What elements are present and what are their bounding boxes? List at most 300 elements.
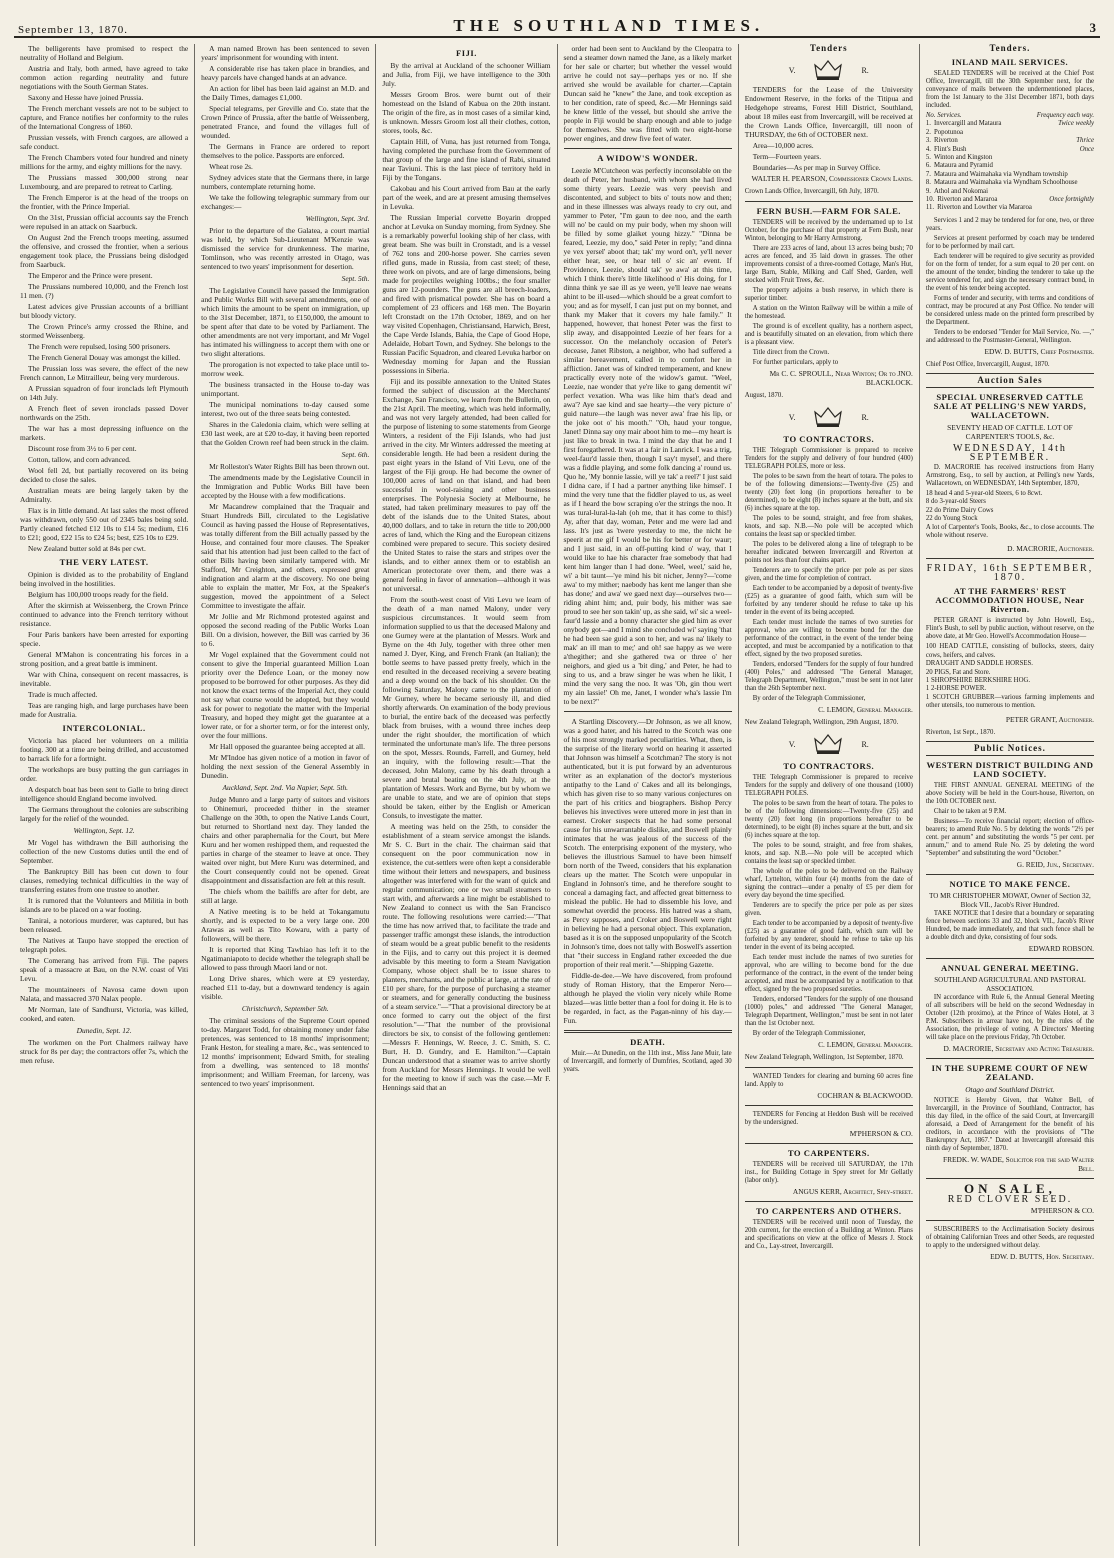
paragraph: Tenders, endorsed "Tenders for the supply of one thousand (1000) poles," and addressed "The General Manager, Telegraph Department, Wellington," must be sent in not later than the 1st October next. (744, 996, 913, 1027)
dateline-sept6: Sept. 6th. (341, 450, 370, 459)
paragraph: On the 31st, Prussian official accounts say the French were repulsed in an attack on Saarbuck. (20, 213, 189, 231)
divider (745, 1201, 913, 1202)
divider (926, 1178, 1094, 1179)
telegram-news (201, 44, 369, 211)
signature-lemon: C. LEMON, General Manager. (818, 705, 913, 714)
paragraph: War with China, consequent on recent massacres, is inevitable. (20, 670, 189, 688)
paragraph: Mr Macandrew complained that the Traquair and Stuart Hundreds Bill, circulated to the Legislative Council as having passed the House of Representatives, was totally different from the Bill actually passed by the House, and contained four more clauses. The Speaker said that his attention had just been called to the fact of other Bills having been similarly tampered with. Mr Stafford, Mr Creighton, and others, expressed great indignation and alarm at the discovery. No one being able to explain the matter, Mr Fox, at the Speaker's suggestion, moved the appointment of a Select Committee to investigate the affair. (201, 502, 370, 610)
heading-fern-bush: FERN BUSH.—FARM FOR SALE. (756, 206, 901, 216)
paragraph: Belgium has 100,000 troops ready for the field. (28, 590, 169, 599)
signature-mpherson: M'PHERSON & CO. (849, 1129, 913, 1138)
paragraph: Flax is in little demand. At last sales the most offered was withdrawn, only 550 out of 2345 bales being sold. Partly cleaned fetched £12 10s to £14 5s; medium, £16 to £21; good, £22 15s to £24 5s; best, £25 10s to £29. (20, 506, 189, 542)
tender-university-reserve (745, 85, 913, 172)
paragraph: 20 PIGS, Fat and Store. (925, 668, 991, 676)
paragraph: The Emperor and the Prince were present. (28, 271, 153, 280)
mail-row-route: Flint's Bush (933, 145, 967, 153)
divider (745, 1143, 913, 1144)
mail-row-no: 7. (925, 170, 931, 178)
mail-row-service (926, 154, 992, 162)
paragraph: A Prussian squadron of four ironclads left Plymouth on 14th July. (20, 384, 189, 402)
divider (926, 1220, 1094, 1221)
section-title-auction: Auction Sales (926, 373, 1094, 388)
issue-date: September 13, 1870. (18, 24, 129, 36)
paragraph: The ground is of excellent quality, has a northern aspect, and is beautifully situated on an elevation, from which there is a pleasant view. (744, 323, 913, 346)
crown-crest-icon (811, 404, 845, 430)
page-number: 3 (1089, 20, 1096, 35)
paragraph: The municipal nominations to-day caused some interest, two out of the three seats being contested. (201, 400, 370, 418)
divider (745, 1067, 913, 1068)
paragraph: 22 do Prime Dairy Cows (925, 506, 994, 514)
paragraph: 1 2-HORSE POWER. (925, 685, 987, 693)
paragraph: By order of the Telegraph Commissioner, (752, 1030, 866, 1037)
tenders-fencing: TENDERS for Fencing at Heddon Bush will be received by the undersigned. (744, 1111, 913, 1126)
paragraph: THE Telegraph Commissioner is prepared to receive Tenders for the supply and delivery of one thousand (1000) TELEGRAPH POLES. (744, 774, 913, 797)
mail-row-no: 5. (925, 154, 931, 162)
heading-to-contractors: TO CONTRACTORS. (783, 434, 875, 444)
paragraph: The Natives at Taupo have stopped the erection of telegraph poles. (20, 936, 189, 954)
wellington-sept3-news (201, 226, 369, 271)
col-no: No. (925, 112, 936, 119)
paragraph: A Native meeting is to be held at Tokangamutu shortly, and is expected to be a very large one. 200 Arawas as well as Tito Kowaru, with a party of followers, will be there. (201, 907, 370, 943)
fern-date: August, 1870. (744, 392, 784, 399)
paragraph: 8 do 3-year-old Steers (925, 498, 986, 506)
paragraph: Captain Hill, of Vuna, has just returned from Tonga, having completed the purchase from the Government of that group of the large and fine island of Rabi, situated near Taviuni. This is the last piece of territory held in Fiji by the Tongans. (382, 137, 551, 182)
auckland-news (201, 795, 369, 1001)
fiddle-de-dee (564, 971, 732, 1025)
crest-r: R. (861, 65, 869, 75)
paragraph: The chiefs whom the bailiffs are after for debt, are still at large. (201, 887, 370, 905)
paragraph: Each tenderer will be required to give security as provided for on the form of tender, for a sum equal to 20 per cent. on the amount of the tender, binding the tenderer to take up the service tendered for, and sign the necessary contract bond, in the event of his tender being accepted. (925, 252, 1095, 292)
paragraph: Opinion is divided as to the probability of England being involved in the hostilities. (20, 570, 189, 588)
paragraph: Four Paris bankers have been arrested for exporting specie. (20, 630, 189, 648)
paragraph: New Zealand butter sold at 84s per cwt. (28, 544, 146, 553)
mail-row-service (926, 120, 1002, 128)
paragraph: An action for libel has been laid against an M.D. and the Daily Times, damages £1,000. (201, 84, 370, 102)
paragraph: The Russian Imperial corvette Boyarin dropped anchor at Levuka on Sunday morning, from Sydney. She is a remarkably powerful looking ship of her class, with great beam. She was built in Cronstadt, and is a vessel of 762 tons and 200-horse power. She carries seven rifled guns, made in Russia, from cast steel; of these, three work on pivots, and are of large dimensions, being made for projectiles weighing 100lbs.; the four smaller guns are 12-pounders. The guns are all breech-loaders, and fired with prismatical powder. She has on board a complement of 23 officers and 168 men. The Boyarin left Cronstadt on the 17th October, 1869, and on her way visited Copenhagen, Christiansand, Harwich, Brest, the Cape Verde Islands, Bahia, the Cape of Good Hope, Adelaide, Hobart Town, and Sydney. She belongs to the Russian Pacific Squadron, and cleared Levuka harbor on Wednesday morning for Japan and the Russian possessions in Siberia. (382, 213, 551, 375)
paragraph: Messrs Groom Bros. were burnt out of their homestead on the Island of Kabua on the 20th instant. The origin of the fire, as in most cases of a similar kind, is unknown. Messrs Groom lost all their clothes, cotton, stores, tools, &c. (382, 90, 551, 135)
annual-notice: IN accordance with Rule 6, the Annual General Meeting of all subscribers will be held on the second Wednesday in October (12th proximo), at the Prince of Wales Hotel, at 3 P.M. Subscribers in arrear have not, by the rules of the Association, the privilege of voting. A Directors' Meeting will take place on the previous Friday, 7th October. (925, 993, 1095, 1041)
paragraph: A station on the Winton Railway will be within a mile of the homestead. (744, 305, 913, 320)
mail-row-service (926, 171, 1068, 179)
paragraph: A French fleet of seven ironclads passed Dover northwards on the 25th. (20, 404, 189, 422)
mail-row (926, 171, 1094, 179)
mail-row-route: Mataura and Waimahaka via Wyndham township (933, 170, 1068, 178)
paragraph: By order of the Telegraph Commissioner, (752, 695, 866, 702)
paragraph: The Crown Prince's army crossed the Rhine, and stormed Weissenberg. (20, 322, 189, 340)
crest-r: R. (861, 412, 869, 422)
paragraph: The poles to be sawn from the heart of totara. The poles to be of the following dimensions:—Twenty-five (25) and twenty (20) feet long (in proportions hereafter to be determined), to be eight (8) inches square at the butt, and six (6) inches square at the top. (744, 800, 913, 839)
dateline-auckland: Auckland, Sept. 2nd. Via Napier, Sept. 5th. (222, 783, 348, 792)
signature-lemon-2: C. LEMON, General Manager. (818, 1040, 913, 1049)
paragraph: The whole of the poles to be delivered on the Railway wharf, Lyttelton, within four (4) months from the date of signing the contract—under a penalty of £5 per diem for every day beyond the time specified. (744, 868, 913, 899)
crown-crest-icon (811, 731, 845, 757)
mail-row-service (926, 196, 998, 204)
paragraph: Business—To receive financial report; election of office-bearers; to amend Rule No. 5 by deleting the words "2½ per cent. per annum" and substituting the words "5 per cent. per annum," and to amend Rule No. 25 by deleting the word "September" and substituting the word "October." (925, 817, 1095, 857)
paragraph: Mr Vogel has withdrawn the Bill authorising the collection of the new Customs duties until the end of September. (20, 838, 189, 865)
mail-row-no: 6. (925, 162, 931, 170)
royal-crest (745, 731, 913, 757)
widows-wonder-story (564, 166, 732, 706)
paragraph: Fiddle-de-dee.—We have discovered, from profound study of Roman History, that the Emperor Nero—although he played the violin very nicely while Rome blazed—was little better than a fool for doing it. He is to be regarded, in fact, as the Pagan-ninny of his day.—Fun. (563, 971, 732, 1025)
paragraph: 22 do Young Stock (925, 515, 978, 523)
paragraph: The Comerang has arrived from Fiji. The papers speak of a massacre at Bau, on the N.W. coast of Viti Levu. (20, 956, 189, 983)
paragraph: It is reported that King Tawhiao has left it to the Ngatimaniapoto to decide whether the telegraph shall be allowed to pass through Maori land or not. (201, 945, 370, 972)
paragraph: Wool fell 2d, but partially recovered on its being decided to close the sales. (20, 466, 189, 484)
mail-row (926, 188, 1094, 196)
mail-row (926, 137, 1094, 145)
place-telegraph-2: New Zealand Telegraph, Wellington, 1st September, 1870. (744, 1054, 904, 1061)
paragraph: DRAUGHT AND SADDLE HORSES. (925, 660, 1033, 668)
paragraph: Mr M'Indoe has given notice of a motion in favor of holding the next session of the General Assembly in Dunedin. (201, 753, 370, 780)
paragraph: The French were repulsed, losing 500 prisoners. (28, 342, 171, 351)
divider (564, 711, 732, 712)
place-crown-lands: Crown Lands Office, Invercargill, 6th July, 1870. (744, 188, 879, 195)
paragraph: Saxony and Hesse have joined Prussia. (28, 93, 144, 102)
paragraph: It is rumored that the Volunteers and Militia in both islands are to be placed on a war footing. (20, 896, 189, 914)
paragraph: After the skirmish at Weissenberg, the Crown Prince continued to advance into the French territory without resistance. (20, 601, 189, 628)
mail-row-route: Popotunoa (933, 128, 964, 136)
sept5-news (201, 286, 369, 447)
heading-very-latest: THE VERY LATEST. (59, 557, 149, 567)
mail-row-no: 4. (925, 145, 931, 153)
signature-reid: G. REID, Jun., Secretary. (1016, 859, 1095, 869)
col-services: Services. (937, 112, 962, 119)
paragraph: Trade is much affected. (28, 690, 98, 699)
mail-row-no: 11. (925, 204, 935, 212)
paragraph: A despatch boat has been sent to Galle to bring direct intelligence should England become involved. (20, 785, 189, 803)
mail-row-no: 8. (925, 179, 931, 187)
heading-supreme-court: IN THE SUPREME COURT OF NEW ZEALAND. (931, 1062, 1089, 1082)
dunedin-news (20, 1038, 188, 1065)
mail-row-service (926, 137, 958, 145)
crest-r: R. (861, 739, 869, 749)
signature-robson: EDWARD ROBSON. (1028, 943, 1095, 953)
paragraph: The poles to be sound, straight, and free from shakes, knots, and sap. N.B.—No pole will be accepted which contains the least sap or speckled timber. (744, 515, 913, 538)
farmers-rest-sale: PETER GRANT is instructed by John Howell, Esq., Flint's Bush, to sell by public auction, without reserve, on the above date, at Mr Geo. Howell's Accommodation House— (925, 617, 1095, 641)
divider (745, 1105, 913, 1106)
signature-butts-2: EDW. D. BUTTS, Hon. Secretary. (990, 1251, 1095, 1261)
paragraph: The Prussian loss was severe, the effect of the new French cannon, Le Mitrailleur, being very murderous. (20, 364, 189, 382)
paragraph: Prior to the departure of the Galatea, a court martial was held, by which Sub-Lieutenant M'Kenzie was dismissed the service for drunkenness. The marine, Tomlinson, who was recently arrested in Otago, was sentenced to two years' imprisonment for desertion. (201, 226, 370, 271)
mail-row (926, 129, 1094, 137)
mail-row (926, 146, 1094, 154)
paragraph: For further particulars, apply to (752, 359, 839, 366)
paragraph: The Bankruptcy Bill has been cut down to four clauses, remedying technical difficulties in the way of transferring estates from one trustee to another. (20, 867, 189, 894)
intercolonial-news (20, 736, 188, 823)
crest-v: V. (788, 739, 796, 749)
mail-row-frequency: Once fortnightly (1049, 196, 1095, 204)
war-news (20, 44, 188, 553)
paragraph: The French merchant vessels are not to be subject to capture, and France notifies her conformity to the rules of the International Congress of 1860. (20, 104, 189, 131)
signature-cochran: COCHRAN & BLACKWOOD. (817, 1091, 913, 1100)
mail-row-no: 2. (925, 128, 931, 136)
column-2 (195, 44, 376, 1546)
dateline-sept5: Sept. 5th. (341, 274, 370, 283)
mail-row (926, 162, 1094, 170)
mail-row (926, 179, 1094, 187)
carpenters-ad: TENDERS will be received till SATURDAY, the 17th inst., for Building Cottage in Spey street for Mr Gellatly (labor only). (744, 1161, 913, 1184)
paragraph: A Startling Discovery.—Dr Johnson, as we all know, was a good hater, and his hatred to the Scotch was one of his most strongly marked peculiarities. What, then, is the surprise of the literary world on hearing it asserted that Johnson was himself a Scotchman? The story is not authenticated, but it is put forward by an adventurous writer as an explanation of the doctor's mysterious antipathy to the Land o' Cakes and all its belongings, which has given rise to so many various conjectures on the part of his critics and biographers. Bishop Percy believes his invectives were uttered more in jest than in earnest. Croker suspects that he had some personal cause for his unwarrantable dislike, and Boswell plainly intimates that he was jealous of the success of the Scotch. The enterprising exponent of the mystery, who believes the illustrious Samuel to have been himself born north of the Tweed, considers that his explanation clears up the matter. The Scotch were unpopular in England in Johnson's time, and he therefore sought to conceal a damaging fact, and affected great bitterness to mislead the public. He had to dissemble his love, and somewhat overdid the process. His hatred was a sham, as Percy supposes, and Croker and Boswell were right in believing he had a personal object. This explanation, based as it is on the supposed unpopularity of the Scotch in Johnson's time, does not tally with Boswell's assertion that "their success in England rather exceeded the due proportion of their real merit."—Shipping Gazette. (563, 717, 732, 969)
paragraph: The workmen on the Port Chalmers railway have struck for 8s per day; the contractors offer 7s, which the men refuse. (20, 1038, 189, 1065)
paragraph: Each tender must include the names of two sureties for approval, who are willing to become bond for the due performance of the contract, in the event of the tender being accepted, and must be accompanied by a notification to that effect, signed by the two proposed sureties. (744, 954, 913, 993)
wednesday-sale: D. MACRORIE has received instructions from Harry Armstrong, Esq., to sell by auction, at Pelling's new Yards, Wallacetown, on WEDNESDAY, 14th September, 1870, (925, 463, 1095, 487)
paragraph: TENDERS for the Lease of the University Endowment Reserve, in the forks of the Titipua and Hedgehope streams, Forest Hill District, Southland, about 18 miles east from Invercargill, will be received at the Crown Lands Office, Invercargill, till noon of THURSDAY, the 6th of OCTOBER next. (744, 85, 913, 139)
crest-v: V. (788, 65, 796, 75)
mail-intro: SEALED TENDERS will be received at the Chief Post Office, Invercargill, till the 30th September next, for the conveyance of mails between the undermentioned places, from the 1st January to the 31st December 1871, both days included. (925, 70, 1095, 109)
heading-friday: FRIDAY, 16th SEPTEMBER, 1870. (926, 563, 1094, 584)
place-post-office: Chief Post Office, Invercargill, August, 1870. (925, 360, 1050, 368)
latest-news (20, 570, 188, 719)
court-notice: NOTICE is Hereby Given, that Walter Bell, of Invercargill, in the Province of Southland, Contractor, has this day filed, in the office of the said Court, at Invercargill aforesaid, a Deed of Arrangement for the benefit of his creditors, in accordance with the provisions of "The Bankruptcy Act, 1867." Dated at Invercargill aforesaid this ninth day of September, 1870. (925, 1096, 1095, 1152)
column-1 (14, 44, 195, 1546)
dateline-dunedin: Dunedin, Sept. 12. (76, 1026, 132, 1035)
royal-crest (745, 57, 913, 83)
fern-bush-ad (745, 219, 913, 367)
heading-to-carpenters: TO CARPENTERS. (787, 1148, 870, 1158)
paragraph: Tenderers are to specify the price per pole as per sizes given, and the time for completion of contract. (744, 567, 913, 582)
paragraph: TENDERS will be received by the undernamed up to 1st October, for the purchase of that property at Fern Bush, near Winton, belonging to Mr Harry Armstrong. (744, 219, 913, 242)
carpenters-others-ad: TENDERS will be received until noon of Tuesday, the 20th current, for the erection of a Building at Winton. Plans and specifications on view at the office of Messrs J. Stock and Co., Lay-street, Invercargill. (744, 1219, 913, 1250)
mail-row-route: Riverton and Lowther via Mararoa (937, 204, 1032, 212)
paragraph: Shares in the Caledonia claim, which were selling at £30 last week, are at £20 to-day, it having been reported that the Golden Crown reef had been struck in the claim. (201, 420, 370, 447)
heading-inland-mail: INLAND MAIL SERVICES. (951, 57, 1069, 67)
mail-row-no: 10. (925, 196, 935, 204)
paragraph: The belligerents have promised to respect the neutrality of Holland and Belgium. (20, 44, 189, 62)
signature-pearson: WALTER H. PEARSON, Commissioner Crown Lands. (751, 174, 913, 183)
mail-row (926, 154, 1094, 162)
crown-crest-icon (811, 57, 845, 83)
mail-row (926, 204, 1094, 212)
paragraph: The Germans in France are ordered to report themselves to the police. Passports are enforced. (201, 142, 370, 160)
divider (564, 148, 732, 149)
paragraph: THE FIRST ANNUAL GENERAL MEETING of the above Society will be held in the Court-house, Riverton, on the 10th OCTOBER next. (925, 781, 1095, 805)
paragraph: Boundaries—As per map in Survey Office. (752, 163, 881, 172)
paragraph: Teas are ranging high, and large purchases have been made for Australia. (20, 701, 189, 719)
paragraph: Judge Munro and a large party of suitors and visitors to Ohinemuri, proceeded thither in the steamer Challenge on the 30th, to open the Native Lands Court, but returned to Shortland next day. They landed the chairs and other paraphernalia for the Court, but Mere Kuru and her women reshipped them, and requested the parties in charge of the steamer to leave at once. They waited over night, but Mere Kuru was determined, and the Court consequently could not be opened. Great disappointment and dissatisfaction are felt at this result. (201, 795, 370, 885)
paragraph: The business transacted in the House to-day was unimportant. (201, 380, 370, 398)
christchurch-news (201, 1016, 369, 1088)
paragraph: Tenderers are to specify the price per pole as per sizes given. (744, 902, 913, 917)
paragraph: Mr Hall opposed the guarantee being accepted at all. (209, 742, 365, 751)
mail-row-route: Mataura and Waimahaka via Wyndham Schoolhouse (933, 179, 1078, 187)
mail-row-frequency: Thrice (1076, 137, 1095, 145)
paragraph: Tanirai, a notorious murderer, was captured, but has been released. (20, 916, 189, 934)
heading-death: DEATH. (630, 1037, 666, 1047)
place-telegraph-1: New Zealand Telegraph, Wellington, 29th August, 1870. (744, 719, 899, 726)
divider (745, 201, 913, 202)
divider (926, 958, 1094, 959)
paragraph: We take the following telegraphic summary from our exchanges:— (201, 193, 370, 211)
col-frequency: Frequency each way. (1036, 112, 1095, 119)
paragraph: Cakobau and his Court arrived from Bau at the early part of the week, and are at present amusing themselves in Levuka. (382, 184, 551, 211)
paragraph: Tenders, endorsed "Tenders for the supply of four hundred (400) Poles," and addressed "The General Manager, Telegraph Department, Wellington," must be sent in not later than the 26th September next. (744, 661, 913, 692)
mail-services-table (926, 112, 1094, 213)
acclimatisation-notice: SUBSCRIBERS to the Acclimatisation Society desirous of obtaining Californian Trees and other Seeds, are requested to apply to the undersigned without delay. (925, 1225, 1095, 1249)
paragraph: The French Emperor is at the head of the troops on the frontier, with the Prince Imperial. (20, 193, 189, 211)
paragraph: Each tender to be accompanied by a deposit of twenty-five (£25) as a guarantee of good faith, which sum will be forfeited by any tenderer, should he refuse to take up his tender in the event of its being accepted. (744, 920, 913, 951)
court-district: Otago and Southland District. (965, 1084, 1055, 1094)
paragraph: The Germans throughout the colonies are subscribing largely for the relief of the wounded. (20, 805, 189, 823)
paragraph: The war has a most depressing influence on the markets. (20, 424, 189, 442)
royal-crest (745, 404, 913, 430)
paragraph: Forms of tender and security, with terms and conditions of contract, may be procured at any Post Office. No tender will be considered unless made on the printed form prescribed by the Department. (925, 294, 1095, 326)
wednesday-lots (926, 490, 1094, 540)
signature-macrorie-2: D. MACRORIE, Secretary and Acting Treasurer. (943, 1043, 1095, 1053)
paragraph: Mr Vogel explained that the Government could not consent to give the Imperial guaranteed Million Loan priority over the Defence Loan, or the money now proposed to be borrowed for other purposes. As they did not know the exact terms of the Imperial Act, they could not say what course would be adopted, but they would ask for power to negotiate the matter with the Imperial Treasury, and hoped they might get the guarantee at a lower rate, or for a shorter term, or for the interest only, over the four millions. (201, 650, 370, 740)
dateline-wellington: Wellington, Sept. 12. (73, 826, 135, 835)
fiji-news (382, 61, 550, 1092)
mail-row-frequency: Once (1079, 145, 1095, 153)
signature-mpherson-2: M'PHERSON & CO. (1030, 1205, 1095, 1215)
paragraph: The Prussians numbered 10,000, and the French lost 11 men. (?) (20, 282, 189, 300)
signature-sproull: Mr C. C. SPROULL, Near Winton; Or to JNO. BLACKLOCK. (769, 369, 913, 387)
paragraph: 100 HEAD CATTLE, consisting of bullocks, steers, dairy cows, heifers, and calves. (925, 643, 1095, 659)
western-district-notice (926, 782, 1094, 858)
mail-row (926, 120, 1094, 128)
paragraph: Wheat rose 2s. (209, 162, 253, 171)
paragraph: Long Drive shares, which were at £9 yesterday, reached £11 to-day, but a downward tendency is again visible. (201, 974, 370, 1001)
wanted-clearing: WANTED Tenders for clearing and burning 60 acres fine land. Apply to (744, 1073, 913, 1088)
heading-farmers-rest: AT THE FARMERS' REST ACCOMMODATION HOUSE, Near Riverton. (935, 586, 1085, 615)
mail-row-no: 3. (925, 137, 931, 145)
mail-row-service (926, 204, 1032, 212)
mail-row-route: Winton and Kingston (933, 154, 993, 162)
newspaper-title: THE SOUTHLAND TIMES. (453, 16, 765, 35)
paragraph: Prussian vessels, with French cargoes, are allowed a safe conduct. (20, 133, 189, 151)
crest-v: V. (788, 412, 796, 422)
paragraph: The property adjoins a bush reserve, in which there is superior timber. (744, 287, 913, 302)
special-sale-sub: SEVENTY HEAD OF CATTLE. LOT OF CARPENTER'S TOOLS, &c. (947, 422, 1073, 441)
paragraph: From the south-west coast of Viti Levu we learn of the death of a man named Malony, under very suspicious circumstances. It would seem from information supplied to us that the deceased Malony and one Gurney were at the plantation of Messrs. Work and Byrne on the 4th July, together with three other men named J. Dyer, King, and French Frank (an Italian); the bottle seems to have passed pretty freely, which in the end resulted in the deceased receiving a severe beating and a deep wound on the back of his shoulder. On the following Saturday, Malony came to the plantation of Mr Gurney, where he became seriously ill, and died shortly afterwards. On examination of the body previous to burial, the entire back of the deceased was perfectly black from bruises, with a wound three inches deep under the right shoulder, the mortification of which terminated the unfortunate man's life. The three persons on the spot, Messrs. Rounds, Farrell, and Gurney, held an inquiry, with the following result:—That the deceased, John Malony, came by his death through a severe and brutal beating on the 4th July, at the plantation of Messrs. Work and Byrne, but by whom we are unable to state, and we are of opinion that steps should be taken, either by the English or American Consuls, to investigate the matter. (382, 595, 551, 820)
heading-to-contractors-2: TO CONTRACTORS. (783, 761, 875, 771)
paragraph: A man named Brown has been sentenced to seven years' imprisonment for wounding with intent. (201, 44, 370, 62)
death-notice (564, 1050, 732, 1074)
paragraph: Latest advices give Prussian accounts of a brilliant but bloody victory. (20, 302, 189, 320)
paragraph: Leezie M'Cutcheon was perfectly inconsolable on the death of Peter, her husband, with whom she had lived some thirty years. Leezie was very peevish and discontented, and subject to bits o' touts now and then; and in these illnesses was always ready to cry out, and yammer to Peter, "I'm gaun to dee noo, and the earth will no' be cauld on my puir body, when my shoon will be filled by some glaiket young hizzy." "Dinna be feared, Leezie, my doo," said Peter in reply; "and dinna ye vex yersel' aboot that; tak' my word on't, ye'll never either hear, see, or hear tell o' sic an' event. If Providence, Leezie, should tak' ye awa' at this time, which I think there's little likelihood o' His doing, for I dinna think ye sae ill as ye ween, ye'll leave nae weans ahint to be ill-used—which should be a great comfort to you; and as for myself, I can just put on my bonnet, and thank my Maker that it covers my hale family." It happened, however, that honest Peter was the first to slip away, and disappointed Leezie of her fears for a successor. On the melancholy occasion of Peter's decease, Janet Ribston, a neighbor, who had suffered a similar bereavement, called in to comfort her in affliction. Janet was of kindred temperament, and knew practically every note of the widow's gamut. "Weel, Leezie, nae wonder that ye're like to gang dementit wi' perfect vexation. Wha was like him that's dead and awa'? Aye sae kind and sae hearty—the very picture o' guid nature—the laugh was never awa' frae his lip, or the joke oot o' his mooth." "Oh, haud your tongue, Janet! Dinna say ony mair aboot him to me—my heart is just like to break in twa. I mind the day that he and I first foregathered. It was at a fair in Lanrick. I was a trig, weel-faur'd lassie then, though I say't mysel', and there was a fiddle playing, and some folk dancing a' round us. Quo he, 'My bonnie lassie, will ye tak' a reel?' I just said I didna care, if I had a partner anything like himsel'. I mind the very tune that the fiddler played to us, as weel as if I heard the bow scraping o'er the strings the noo. It was tural-lural-la-lah (oh me, that it has come to this!) Ay, after that day, woman, Peter and me were lad and lass. It's just as 'twere yesterday to me, the nicht he speerit at me gif I would be his for better or for waur; and I just said, in an off-putting kind o' way, that I would like to hae his character frae somebody that had kent him langer than I had done. 'Weel, weel,' said he, wi' a bit taunt—'ye mind his bit nicher, Jenny?—'come awa' to my mither; naebody has kent me langer than she has done;' and awa' we gaed next day—ourselves two—riding ahint him; and, puir body, his mither was sae proud to see her son takin' up, as she said, wi' sic a weel-faur'd lassie and a bonny character she gied him as ever onybody got—and I mind she concluded wi' saying 'that he had been sae guid a son to her, and was na' likely to mak' an ill man to me;' and oh! sae happy as we were a'thegither; and she gathered twa or three o' her neighors, and gied us a 'bit ding,' and Peter, he had to sing to us, and a braw singer he was when he likit, I mind the very sang the noo. It was 'Oh, gin thou wert my ain lassie!' Oh me, Janet, I wonder wha's lassie I'm to be next?" (563, 166, 732, 706)
paragraph: Services 1 and 2 may be tendered for for one, two, or three years. (925, 216, 1095, 232)
paragraph: The poles to be delivered along a line of telegraph to be hereafter indicated between Invercargill and Riverton at points not less than four chains apart. (744, 541, 913, 564)
heading-intercolonial: INTERCOLONIAL. (62, 723, 146, 733)
heading-fiji: FIJI. (455, 48, 477, 58)
column-3 (376, 44, 557, 1546)
paragraph: There are 233 acres of land, about 13 acres being bush; 70 acres are fenced, and 35 laid down in grasses. The other improvements consist of a three-roomed Cottage, Man's Hut, large Barn, Stable, Milking and Calf Shed, Garden, well stocked with Fruit Trees, &c. (744, 245, 913, 284)
signature-kerr: ANGUS KERR, Architect, Spey-street. (792, 1187, 913, 1196)
telegraph-poles-1000 (745, 774, 913, 1038)
section-title-tenders-2: Tenders. (989, 44, 1031, 53)
heading-notice-fence: NOTICE TO MAKE FENCE. (949, 878, 1071, 889)
paragraph: Tenders to be endorsed "Tender for Mail Service, No. —," and addressed to the Postmaster-General, Wellington. (925, 328, 1095, 344)
paragraph: The French Chambers voted four hundred and ninety millions for the army, and eighty millions for the navy. (20, 153, 189, 171)
sept6-news (201, 462, 369, 780)
paragraph: The workshops are busy putting the gun carriages in order. (20, 765, 189, 783)
paragraph: Each tender must include the names of two sureties for approval, who are willing to become bond for the due performance of the contract, in the event of the tender being accepted, and must be accompanied by a notification to that effect, signed by the two proposed sureties. (744, 619, 913, 658)
columns (14, 44, 1100, 1546)
paragraph: 1 SCOTCH GRUBBER—various farming implements and other utensils, too numerous to mention. (925, 693, 1095, 710)
signature-butts: EDW. D. BUTTS, Chief Postmaster. (984, 346, 1095, 356)
heading-annual-meeting: ANNUAL GENERAL MEETING. (941, 962, 1079, 973)
startling-discovery (564, 717, 732, 969)
column-6 (920, 44, 1100, 1546)
wellington-news (20, 838, 188, 1023)
fence-addressee: TO MR CHRISTOPHER MOWAT, Owner of Section 32, Block VII., Jacob's River Hundred. (929, 891, 1091, 909)
paragraph: Each tender to be accompanied by a deposit of twenty-five (£25) as a guarantee of good faith, which sum will be forfeited by any tenderer should he refuse to take up his tender in the event of its being accepted. (744, 585, 913, 616)
heading-on-sale: ON SALE, (963, 1180, 1056, 1196)
section-title-public-notices: Public Notices. (926, 741, 1094, 756)
paragraph: By the arrival at Auckland of the schooner William and Julia, from Fiji, we have intelligence to the 30th July. (382, 61, 551, 88)
paragraph: The criminal sessions of the Supreme Court opened to-day. Margaret Todd, for obtaining money under false pretences, was sentenced to 18 months' imprisonment; Frank Heston, for stealing a mare, &c., was sentenced to 12 months' imprisonment; Edward Smith, for stealing from a dwelling, was sentenced to 18 months' imprisonment; and William Freeman, for larceny, was sentenced to two years' imprisonment. (201, 1016, 370, 1088)
column-4 (558, 44, 739, 1546)
heading-carpenters-and-others: TO CARPENTERS AND OTHERS. (755, 1206, 902, 1216)
paragraph: Australian meats are being largely taken by the Admiralty. (20, 486, 189, 504)
heading-western-district: WESTERN DISTRICT BUILDING AND LAND SOCIETY. (926, 759, 1094, 779)
heading-widows-wonder: A WIDOW'S WONDER. (597, 153, 698, 163)
paragraph: The Prussians massed 300,000 strong near Luxembourg, and are prepared to retreat to Carling. (20, 173, 189, 191)
paragraph: Services at present performed by coach may be tendered for to be performed by mail cart. (925, 234, 1095, 250)
paragraph: Cotton, tallow, and corn advanced. (28, 455, 131, 464)
paragraph: The French General Douay was amongst the killed. (28, 353, 181, 362)
paragraph: Term—Fourteen years. (752, 152, 822, 161)
heading-wednesday: WEDNESDAY, 14th SEPTEMBER. (952, 442, 1067, 463)
paragraph: A lot of Carpenter's Tools, Books, &c., to close accounts. The whole without reserve. (925, 523, 1095, 539)
divider (926, 1058, 1094, 1059)
farmers-rest-lots (926, 643, 1094, 710)
paragraph: Sydney advices state that the Germans there, in large numbers, contemplate returning home. (201, 173, 370, 191)
paragraph: Fiji and its possible annexation to the United States formed the subject of discussion at the Merchants' Exchange, San Francisco, we learn from the Bulletin, on the 21st April. The meeting, which was held informally, and was not very largely attended, had been called for the purpose of listening to some statements from George Winters, a resident of the Fiji Islands, who had just arrived in the city. Mr Winters addressed the meeting at considerable length. He had been a resident during the past eight years in the Island of Viti Levu, one of the largest of the Fiji group. He had become the owner of 100,000 acres of land on that island, and had been successful in wool-raising and other business enterprises. The Polynesia Society at Melbourne, he stated, had taken preliminary measures to pay off the debt of the islands due to the United States, about 40,000 dollars, and to take in return the title to 200,000 acres of land, which the King and the European citizens combined were prepared to secure. This society desired the United States to raise the stars and stripes over the islands, and to either annex them or to establish an American protectorate over them, and there was a general feeling in favor of annexation—although it was not universal. (382, 377, 551, 593)
dateline-wellington-sept3: Wellington, Sept. 3rd. (305, 214, 370, 223)
mail-row-route: Athol and Nokomai (933, 187, 988, 195)
signature-macrorie: D. MACRORIE, Auctioneer. (1007, 544, 1095, 554)
signature-grant: PETER GRANT, Auctioneer. (1005, 714, 1095, 724)
telegraph-poles-400 (745, 447, 913, 703)
mail-rows (926, 120, 1094, 212)
paragraph: General M'Mahon is concentrating his forces in a strong position, and a great battle is imminent. (20, 650, 189, 668)
paragraph: 18 head 4 and 5-year-old Steers, 6 to 8cwt. (925, 489, 1043, 497)
paragraph: THE Telegraph Commissioner is prepared to receive Tenders for the supply and delivery of four hundred (400) TELEGRAPH POLES, more or less. (744, 447, 913, 470)
mail-row-route: Invercargill and Mataura (933, 120, 1002, 128)
divider (564, 1030, 732, 1033)
mail-row-route: Riverton and Mararoa (937, 196, 998, 204)
paragraph: The poles to be sound, straight, and free from shakes, knots, and sap. N.B.—No pole will be accepted which contains the least sap or speckled timber. (744, 842, 913, 865)
mail-row-route: Riverton (933, 137, 958, 145)
mail-table-header (926, 112, 1094, 120)
paragraph: Muir.—At Dunedin, on the 11th inst., Miss Jane Muir, late of Invercargill, and formerly of Dumfries, Scotland, aged 30 years. (563, 1050, 732, 1073)
heading-red-clover: RED CLOVER SEED. (947, 1193, 1073, 1205)
dateline-christchurch: Christchurch, September 5th. (241, 1004, 329, 1013)
paragraph: The Legislative Council have passed the Immigration and Public Works Bill with several amendments, one of which limits the amount to be spent on immigration, up to the 31st December, 1871, to £150,000, the amount to be spent after that date to be voted by Parliament. The other amendments are not very important, and Mr Vogel has intimated his willingness to accept them with one or two slight alterations. (201, 286, 370, 358)
divider (926, 874, 1094, 875)
annual-sub: SOUTHLAND AGRICULTURAL AND PASTORAL ASSOCIATION. (934, 975, 1086, 993)
paragraph: Mr Rolleston's Water Rights Bill has been thrown out. (209, 462, 370, 471)
mail-row-service (926, 162, 993, 170)
paragraph: The mountaineers of Navosa came down upon Nalata, and massacred 370 Nalax people. (20, 985, 189, 1003)
paragraph: 1 SHROPSHIRE BERKSHIRE HOG. (925, 676, 1031, 684)
signature-wade: FREDK. W. WADE, Solicitor for the said Walter Bell. (942, 1154, 1095, 1173)
section-title-tenders: Tenders (809, 44, 848, 53)
paragraph: Victoria has placed her volunteers on a militia footing. 300 at a time are being drilled, and accustomed to barrack life for a fortnight. (20, 736, 189, 763)
paragraph: Discount rose from 3½ to 6 per cent. (28, 444, 137, 453)
divider (926, 558, 1094, 559)
paragraph: Austria and Italy, both armed, have agreed to take common action regarding neutrality and future negotiations with the South German States. (20, 64, 189, 91)
mail-row-service (926, 146, 967, 154)
newspaper-page (14, 8, 1100, 1550)
paragraph: On August 2nd the French troops meeting, assumed the offensive, and crossed the frontier, when a serious engagement took place, the Prussians being dislodged from Saarbuck. (20, 233, 189, 269)
mail-row-service (926, 129, 963, 137)
paragraph: A considerable rise has taken place in brandies, and heavy parcels have changed hands at an advance. (201, 64, 370, 82)
paragraph: Mr Norman, late of Sandhurst, Victoria, was killed, cooked, and eaten. (20, 1005, 189, 1023)
paragraph: The amendments made by the Legislative Council in the Immigration and Public Works Bill have been accepted by the House with a few modifications. (201, 473, 370, 500)
paragraph: order had been sent to Auckland by the Cleopatra to send a steamer down named the Jane, as a likely market for her sale or charter; but whether the vessel would arrive he could not say—perhaps yes or no. If she arrived she would be available for charter.—Captain Duncan said he "knew" the Jane, and took exception as to her condition, rate of speed, &c.—Mr Hennings said he knew little of the vessel, but should she arrive the people in Fiji would be sharp enough and able to judge for themselves. She was fitted with two eight-horse power engines, and drew five feet of water. (563, 44, 732, 143)
paragraph: Title direct from the Crown. (752, 349, 830, 356)
